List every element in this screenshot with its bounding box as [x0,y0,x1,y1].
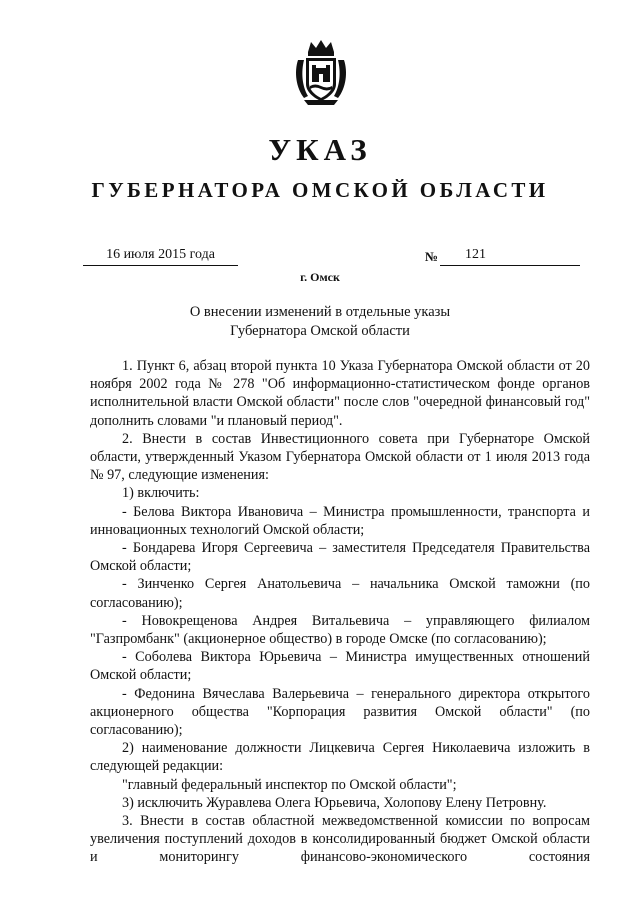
body-paragraph: 1. Пункт 6, абзац второй пункта 10 Указа Губернатора Омской области от 20 ноября 2002 года № 278 "Об информационно-статистическом фонде органов исполнительной власти Омской области" после слов "очередной финансовый год" дополнить словами "и плановый период". [90,358,590,429]
body-paragraph: - Новокрещенова Андрея Витальевича – управляющего филиалом "Газпромбанк" (акционерное общество) в городе Омске (по согласованию); [90,612,590,648]
body-paragraph: - Федонина Вячеслава Валерьевича – генерального директора открытого акционерного общества "Корпорация развития Омской области" (по согласованию); [90,685,590,739]
decree-issuer: ГУБЕРНАТОРА ОМСКОЙ ОБЛАСТИ [91,178,549,202]
decree-number: 121 [465,247,486,262]
coat-of-arms-emblem [294,38,348,106]
decree-number-line [440,247,580,266]
decree-city: г. Омск [300,270,340,284]
body-paragraph: - Зинченко Сергея Анатольевича – начальника Омской таможни (по согласованию); [90,576,590,611]
decree-number-label: № [425,249,439,264]
decree-heading [0,303,640,341]
body-paragraph: 2. Внести в состав Инвестиционного совета при Губернаторе Омской области, утвержденный Указом Губернатора Омской области от 1 июля 2013 года № 97, следующие изменения: [90,430,590,484]
body-paragraph: 3. Внести в состав областной межведомственной комиссии по вопросам увеличения поступлений доходов в консолидированный бюджет Омской области и мониторингу финансово-экономического состояния [90,813,590,866]
body-paragraph: - Белова Виктора Ивановича – Министра промышленности, транспорта и инновационных технологий Омской области; [90,503,590,538]
body-paragraph: "главный федеральный инспектор по Омской области"; [122,776,457,793]
body-paragraph: 2) наименование должности Лицкевича Сергея Николаевича изложить в следующей редакции: [90,740,590,775]
decree-heading-line: О внесении изменений в отдельные указы [189,304,451,320]
body-paragraph: 3) исключить Журавлева Олега Юрьевича, Холопову Елену Петровну. [122,794,547,811]
decree-title: УКАЗ [268,132,372,167]
body-paragraph: 1) включить: [122,485,200,502]
decree-date: 16 июля 2015 года [83,247,238,266]
decree-body [90,357,590,867]
body-paragraph: - Бондарева Игоря Сергеевича – заместителя Председателя Правительства Омской области; [90,540,590,575]
decree-heading-line: Губернатора Омской области [230,323,410,339]
body-paragraph: - Соболева Виктора Юрьевича – Министра имущественных отношений Омской области; [90,649,590,684]
